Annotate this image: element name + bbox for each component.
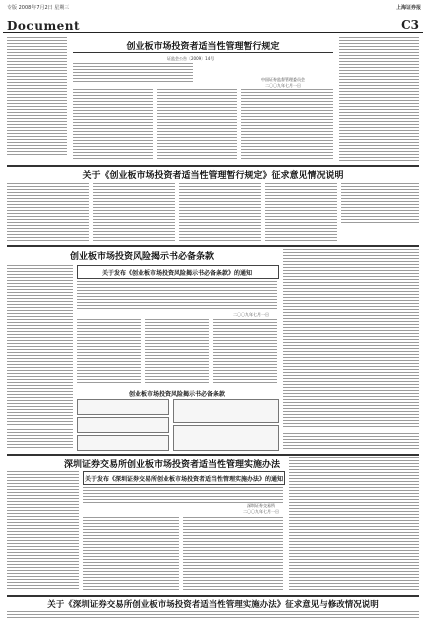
divider-2	[7, 245, 419, 247]
article-3-col-left-bottom	[7, 429, 73, 449]
article-1-date: 二〇〇九年七月一日	[265, 83, 301, 88]
note-box-1	[77, 399, 169, 415]
article-2-col-1	[7, 183, 89, 241]
divider-4	[7, 595, 419, 597]
article-3-date: 二〇〇九年七月一日	[233, 312, 269, 317]
article-1-col-2	[157, 89, 237, 161]
masthead-document: Document	[7, 19, 81, 33]
newspaper-page	[3, 3, 423, 619]
article-3-subtitle: 创业板市场投资风险揭示书必备条款	[128, 391, 225, 398]
article-3-col-4	[213, 319, 277, 385]
article-1-doc-no: 证监会公告〔2009〕14号	[167, 56, 215, 61]
page-code: C3	[401, 18, 419, 32]
article-4-date: 二〇〇九年七月一日	[243, 509, 279, 514]
note-box-4	[173, 399, 279, 423]
paper-name: 上海证券报	[395, 5, 421, 11]
article-2-col-2	[93, 183, 175, 241]
article-2-col-5	[341, 183, 419, 223]
sidebar-text-top	[7, 37, 67, 157]
note-box-2	[77, 417, 169, 433]
article-1-issuer: 中国证券监督管理委员会	[261, 77, 305, 82]
article-3-notice-text	[77, 281, 277, 309]
article-1-intro-text	[73, 63, 193, 83]
article-4-title: 深圳证券交易所创业板市场投资者适当性管理实施办法	[63, 460, 280, 470]
article-1-col-right	[339, 37, 419, 161]
article-1-rule	[73, 52, 333, 53]
masthead	[3, 12, 423, 33]
article-4-issuer: 深圳证券交易所	[247, 503, 275, 508]
note-box-3	[77, 435, 169, 451]
article-2-title: 关于《创业板市场投资者适当性管理暂行规定》征求意见情况说明	[82, 171, 344, 181]
article-4-col-3	[183, 517, 283, 591]
article-4-col-1	[7, 471, 79, 591]
article-3-col-3	[145, 319, 209, 385]
article-1-title: 创业板市场投资者适当性管理暂行规定	[126, 42, 280, 52]
article-4-col-4	[289, 457, 419, 591]
article-3-title: 创业板市场投资风险揭示书必备条款	[69, 252, 214, 262]
note-box-5	[173, 425, 279, 451]
date-line: 专版 2008年7月2日 星期三	[7, 5, 70, 11]
top-line	[3, 3, 423, 12]
article-2-col-3	[179, 183, 261, 241]
article-3-col-2	[77, 319, 141, 385]
article-3-col-1	[7, 265, 73, 425]
article-5-title: 关于《深圳证券交易所创业板市场投资者适当性管理实施办法》征求意见与修改情况说明	[47, 600, 379, 610]
article-4-col-2	[83, 517, 179, 591]
article-3-right-bottom	[283, 433, 419, 451]
article-1-col-3	[241, 89, 333, 161]
article-5-text	[7, 611, 419, 619]
article-3-right-col	[283, 249, 419, 429]
divider-1	[7, 165, 419, 167]
article-4-notice-text	[83, 487, 283, 503]
article-3-notice-title: 关于发布《创业板市场投资风险揭示书必备条款》的通知	[101, 270, 252, 277]
article-4-notice-title: 关于发布《深圳证券交易所创业板市场投资者适当性管理实施办法》的通知	[85, 476, 284, 483]
divider-3	[7, 454, 419, 456]
article-2-col-4	[265, 183, 337, 241]
article-1-col-1	[73, 89, 153, 161]
